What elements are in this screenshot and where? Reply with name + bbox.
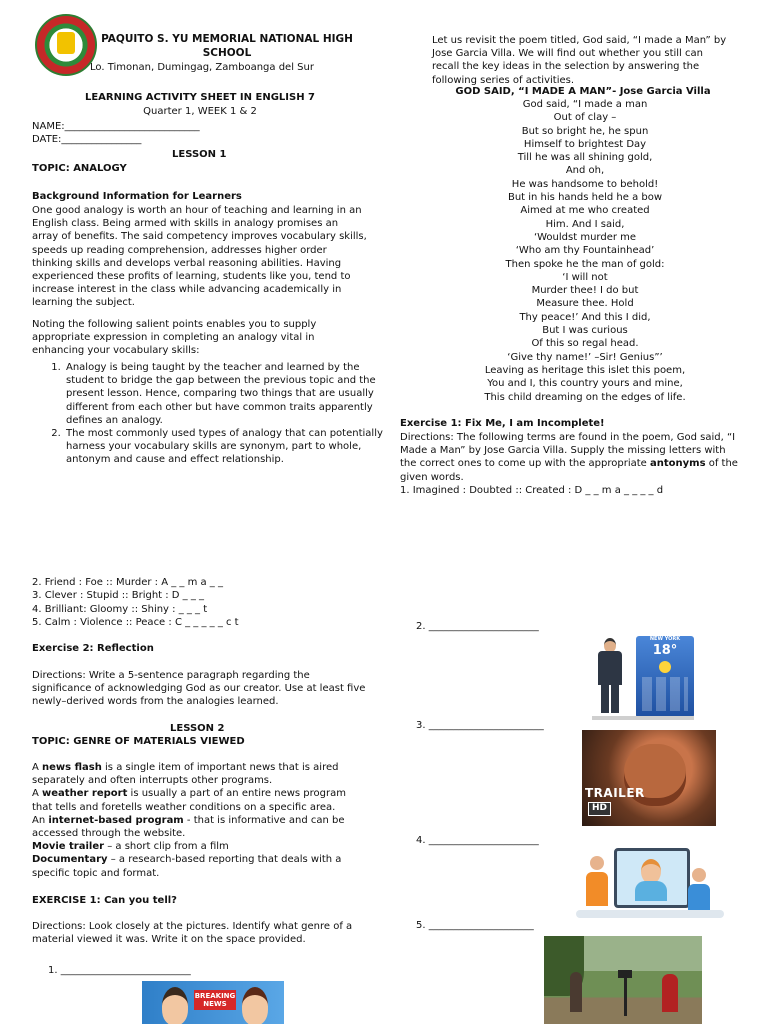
poem-line: Him. And I said, bbox=[545, 218, 625, 230]
poem-line: Out of clay – bbox=[553, 112, 617, 124]
poem-line: But in his hands held he a bow bbox=[507, 192, 663, 204]
date-field[interactable]: DATE:________________ bbox=[32, 134, 142, 145]
poem-line: ‘Who am thy Fountainhead’ bbox=[515, 245, 655, 257]
school-name-line1: PAQUITO S. YU MEMORIAL NATIONAL HIGH bbox=[101, 33, 353, 45]
definition-movie-trailer: Movie trailer – a short clip from a film bbox=[32, 841, 229, 853]
anchor-left-icon bbox=[162, 987, 188, 1024]
poem-line: Himself to brightest Day bbox=[523, 138, 647, 150]
background-paragraph: One good analogy is worth an hour of teaching and learning in an English class. Being armed with skills in analogy promises an array of benefits. The said competency improves vocabulary skills, speeds up reading comprehension, addresses higher order thinking skills and develops verbal reasoning abilities. Having experienced these profits of learning, students like you, tend to increase interest in the class while advancing academically in learning the subject. bbox=[32, 205, 367, 309]
salient-points-intro: Noting the following salient points enables you to supply appropriate expression in completing an analogy vital in enhancing your vocabulary skills: bbox=[32, 319, 317, 357]
anchor-right-icon bbox=[242, 987, 268, 1024]
topic2-heading: TOPIC: GENRE OF MATERIALS VIEWED bbox=[32, 736, 245, 747]
poem-line: Thy peace!’ And this I did, bbox=[519, 311, 651, 323]
documentary-image bbox=[544, 936, 702, 1024]
poem-line: ‘Wouldst murder me bbox=[533, 231, 637, 243]
breaking-news-banner: BREAKING NEWS bbox=[194, 992, 236, 1008]
exercise2-title: Exercise 2: Reflection bbox=[32, 643, 154, 654]
poem-line: Murder thee! I do but bbox=[531, 285, 639, 297]
answer-line-3[interactable]: 3. _______________________ bbox=[416, 720, 544, 731]
sheet-title: LEARNING ACTIVITY SHEET IN ENGLISH 7 bbox=[84, 92, 316, 103]
poem-line: Of this so regal head. bbox=[531, 338, 639, 350]
person-left-icon bbox=[590, 856, 604, 870]
definition-internet-program: An internet-based program - that is informative and can be accessed through the website. bbox=[32, 814, 345, 839]
trailer-label: TRAILER bbox=[585, 786, 645, 800]
answer-line-1[interactable]: 1. __________________________ bbox=[48, 965, 191, 976]
poem-intro: Let us revisit the poem titled, God said, “I made a Man” by Jose Garcia Villa. We will find out whether you still can recall the key ideas in the selection by answering the following series of activities. bbox=[432, 35, 727, 86]
poem-line: But so bright he, he spun bbox=[521, 125, 649, 137]
interviewee-icon bbox=[662, 974, 678, 1012]
list-item: 2. The most commonly used types of analogy that can potentially harness your vocabulary skills are synonym, part to whole, antonym and cause and effect relationship. bbox=[64, 427, 399, 467]
background-heading: Background Information for Learners bbox=[32, 191, 242, 202]
salient-points-list bbox=[32, 361, 399, 467]
poem-title: GOD SAID, “I MADE A MAN”- Jose Garcia Villa bbox=[455, 86, 711, 97]
poem-line: ‘Give thy name!’ –Sir! Genius”’ bbox=[507, 351, 663, 363]
weather-report-image bbox=[588, 634, 698, 722]
movie-trailer-image bbox=[582, 730, 716, 826]
poem-line: But I was curious bbox=[542, 325, 628, 337]
poem-line: Then spoke he the man of gold: bbox=[505, 258, 665, 270]
poem-body bbox=[440, 98, 730, 404]
answer-line-5[interactable]: 5. _____________________ bbox=[416, 920, 534, 931]
exercise2-directions: Directions: Write a 5-sentence paragraph regarding the significance of acknowledging God as our creator. Use at least five newly–derived words from the analogies learned. bbox=[32, 670, 366, 708]
poem-line: Aimed at me who created bbox=[520, 205, 650, 217]
breaking-news-image bbox=[142, 981, 284, 1024]
exercise3-directions: Directions: Look closely at the pictures. Identify what genre of a material viewed it was. Write it on the space provided. bbox=[32, 921, 353, 946]
poem-line: ‘I will not bbox=[562, 271, 608, 283]
sun-icon bbox=[659, 661, 671, 673]
poem-line: You and I, this country yours and mine, bbox=[487, 378, 683, 390]
school-address: Lo. Timonan, Dumingag, Zamboanga del Sur bbox=[90, 62, 314, 73]
camera-tripod-icon bbox=[624, 976, 627, 1016]
exercise1-title: Exercise 1: Fix Me, I am Incomplete! bbox=[400, 418, 605, 429]
exercise1-item: 3. Clever : Stupid :: Bright : D _ _ _ bbox=[32, 590, 205, 601]
exercise1-item: 4. Brilliant: Gloomy :: Shiny : _ _ _ t bbox=[32, 604, 208, 615]
name-field[interactable]: NAME:___________________________ bbox=[32, 121, 200, 132]
definition-documentary: Documentary – a research-based reporting that deals with a specific topic and format. bbox=[32, 854, 342, 879]
poem-line: Leaving as heritage this islet this poem, bbox=[484, 364, 686, 376]
topic1-heading: TOPIC: ANALOGY bbox=[32, 163, 127, 174]
exercise1-item: 2. Friend : Foe :: Murder : A _ _ m a _ _ bbox=[32, 577, 223, 588]
poem-line: God said, “I made a man bbox=[522, 99, 648, 110]
exercise1-directions: Directions: The following terms are found in the poem, God said, “I Made a Man” by Jose Garcia Villa. Supply the missing letters with the correct ones to come up with the appropriate antonyms of the given words. bbox=[400, 432, 738, 483]
exercise3-title: EXERCISE 1: Can you tell? bbox=[32, 895, 177, 906]
weatherman-icon bbox=[598, 638, 622, 714]
definition-news-flash: A news flash is a single item of important news that is aired separately and often interrupts other programs. bbox=[32, 762, 339, 787]
weather-screen: NEW YORK 18° bbox=[636, 636, 694, 718]
answer-line-4[interactable]: 4. ______________________ bbox=[416, 835, 539, 846]
definition-weather-report: A weather report is usually a part of an entire news program that tells and foretells weather conditions on a specific area. bbox=[32, 788, 346, 813]
school-name-line2: SCHOOL bbox=[202, 47, 252, 59]
lesson1-label: LESSON 1 bbox=[172, 149, 227, 160]
answer-line-2[interactable]: 2. ______________________ bbox=[416, 621, 539, 632]
list-item: 1. Analogy is being taught by the teacher and learned by the student to bridge the gap between the previous topic and the present lesson. Hence, comparing two things that are usually different from each other but have common traits apparently defines an analogy. bbox=[64, 361, 399, 427]
poem-line: And oh, bbox=[565, 165, 605, 177]
poem-line: Till he was all shining gold, bbox=[517, 152, 653, 164]
exercise1-item: 1. Imagined : Doubted :: Created : D _ _ m a _ _ _ _ d bbox=[400, 485, 664, 496]
forecast-grid bbox=[642, 677, 688, 711]
hd-badge: HD bbox=[588, 802, 611, 816]
exercise1-item: 5. Calm : Violence :: Peace : C _ _ _ _ _ c t bbox=[32, 617, 239, 628]
poem-line: This child dreaming on the edges of life. bbox=[484, 391, 686, 403]
interviewer-icon bbox=[570, 972, 582, 1012]
genre-definitions bbox=[32, 761, 367, 880]
lesson2-label: LESSON 2 bbox=[170, 723, 225, 734]
internet-program-image bbox=[572, 838, 728, 924]
person-right-icon bbox=[692, 868, 706, 882]
poem-line: Measure thee. Hold bbox=[536, 298, 634, 310]
poem-line: He was handsome to behold! bbox=[511, 178, 659, 190]
quarter-week: Quarter 1, WEEK 1 & 2 bbox=[143, 106, 257, 117]
video-call-screen bbox=[614, 848, 690, 908]
